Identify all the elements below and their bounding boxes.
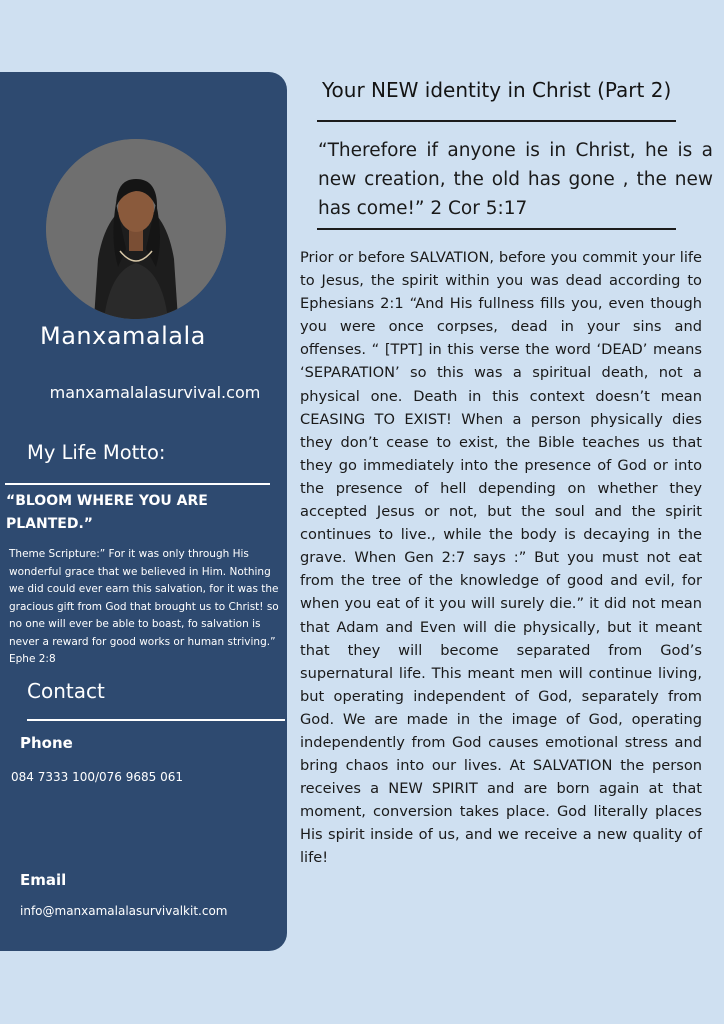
phone-number[interactable]: 084 7333 100/076 9685 061 <box>11 770 183 784</box>
email-label: Email <box>20 871 67 889</box>
contact-heading: Contact <box>27 679 105 703</box>
profile-name: Manxamalala <box>40 322 206 350</box>
profile-photo <box>46 139 226 319</box>
life-motto: “BLOOM WHERE YOU ARE PLANTED.” <box>6 493 208 532</box>
website-link[interactable]: manxamalalasurvival.com <box>49 383 261 402</box>
article-title: Your NEW identity in Christ (Part 2) <box>322 78 672 102</box>
motto-divider <box>5 483 270 485</box>
profile-sidebar <box>0 72 287 951</box>
article-body: Prior or before SALVATION, before you commit your life to Jesus, the spirit within you was dead according to Ephesians 2:1 “And His fullness fills you, even though you were once corpses, dead in your sins and offenses. “ [TPT] in this verse the word ‘DEAD’ means ‘SEPARATION’ so this was a spiritual death, not a physical one. Death in this context doesn’t mean CEASING TO EXIST! When a person physically dies they don’t cease to exist, the Bible teaches us that they go immediately into the presence of God or into the presence of hell depending on whether they accepted Jesus or not, but the soul and the spirit continues to live., while the body is decaying in the grave. When Gen 2:7 says :” But you must not eat from the tree of the knowledge of good and evil, for when you eat of it you will surely die.” it did not mean that Adam and Even will die physically, but it meant that they will become separated from God’s supernatural life. This meant men will continue living, but operating independent of God, separately from God. We are made in the image of God, operating independently from God causes emotional stress and bring chaos into our lives. At SALVATION the person receives a NEW SPIRIT and are born again at that moment, conversion takes place. God literally places His spirit inside of us, and we receive a new quality of life! <box>300 249 702 867</box>
contact-divider <box>27 719 285 721</box>
theme-scripture: Theme Scripture:” For it was only through His wonderful grace that we believed in Him. Nothing we did could ever earn this salvation, for it was the gracious gift from God that brought us to Christ! so no one will ever be able to boast, fo salvation is never a reward for good works or human striving.” Ephe 2:8 <box>9 548 279 665</box>
title-divider <box>317 120 676 122</box>
email-address[interactable]: info@manxamalalasurvivalkit.com <box>20 904 228 918</box>
scripture-quote: “Therefore if anyone is in Christ, he is a new creation, the old has gone , the new has come!” 2 Cor 5:17 <box>318 140 713 219</box>
motto-heading: My Life Motto: <box>27 441 166 464</box>
quote-divider <box>317 228 676 230</box>
phone-label: Phone <box>20 734 73 752</box>
person-portrait <box>46 139 226 319</box>
